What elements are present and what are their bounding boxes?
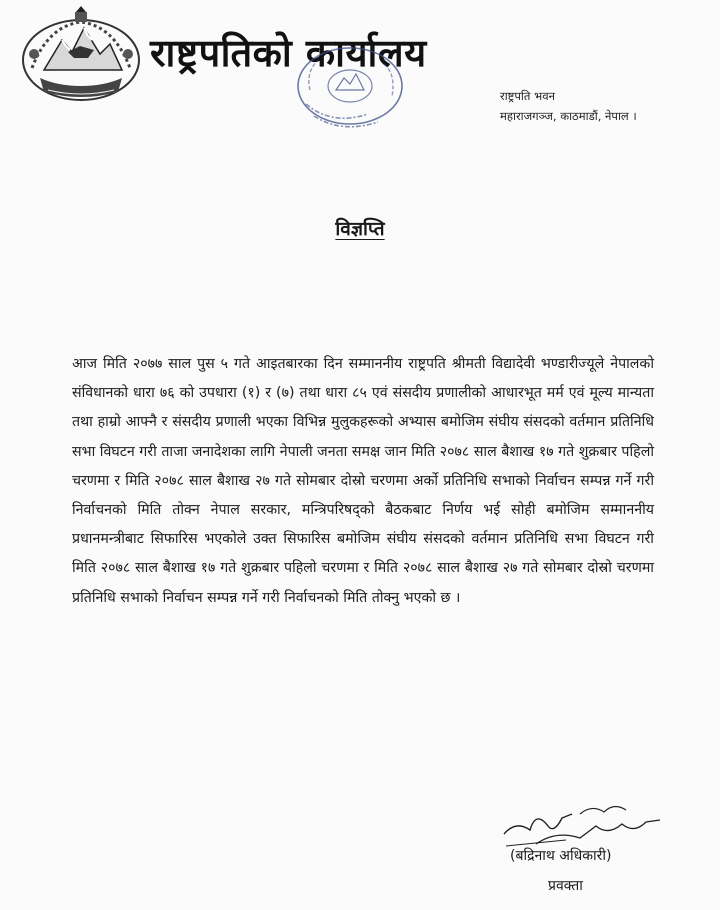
signatory-name: (बद्रिनाथ अधिकारी) [510,848,612,864]
notice-heading-text: विज्ञप्ति [335,218,385,240]
notice-body: आज मिति २०७७ साल पुस ५ गते आइतबारका दिन सम्माननीय राष्ट्रपति श्रीमती विद्यादेवी भण्डारीज्यूले नेपालको संविधानको धारा ७६ को उपधारा (१) र (७) तथा धारा ८५ एवं संसदीय प्रणालीको आधारभूत मर्म एवं मूल्य मान्यता तथा हाम्रो आफ्नै र संसदीय प्रणाली भएका विभिन्न मुलुकहरूको अभ्यास बमोजिम संघीय संसदको वर्तमान प्रतिनिधि सभा विघटन गरी ताजा जनादेशका लागि नेपाली जनता समक्ष जान मिति २०७८ साल बैशाख १७ गते शुक्रबार पहिलो चरणमा र मिति २०७८ साल बैशाख २७ गते सोमबार दोस्रो चरणमा अर्को प्रतिनिधि सभाको निर्वाचन सम्पन्न गर्ने गरी निर्वाचनको मिति तोक्न नेपाल सरकार, मन्त्रिपरिषद्को बैठकबाट निर्णय भई सोही बमोजिम सम्माननीय प्रधानमन्त्रीबाट सिफारिस भएकोले उक्त सिफारिस बमोजिम संघीय संसदको वर्तमान प्रतिनिधि सभा विघटन गरी मिति २०७८ साल बैशाख १७ गते शुक्रबार पहिलो चरणमा र मिति २०७८ साल बैशाख २७ गते सोमबार दोस्रो चरणमा प्रतिनिधि सभाको निर्वाचन सम्पन्न गर्ने गरी निर्वाचनको मिति तोक्नु भएको छ । [72,356,654,606]
address-block [500,86,637,126]
office-seal-stamp [292,44,408,136]
notice-heading [0,215,720,241]
signatory-title: प्रवक्ता [548,878,583,894]
national-emblem-icon [18,6,144,106]
handwritten-signature [496,800,666,848]
office-title: राष्ट्रपतिको कार्यालय [150,31,427,75]
address-line-building: राष्ट्रपति भवन [500,89,555,103]
address-line-location: महाराजगञ्ज, काठमाडौं, नेपाल । [500,109,637,123]
